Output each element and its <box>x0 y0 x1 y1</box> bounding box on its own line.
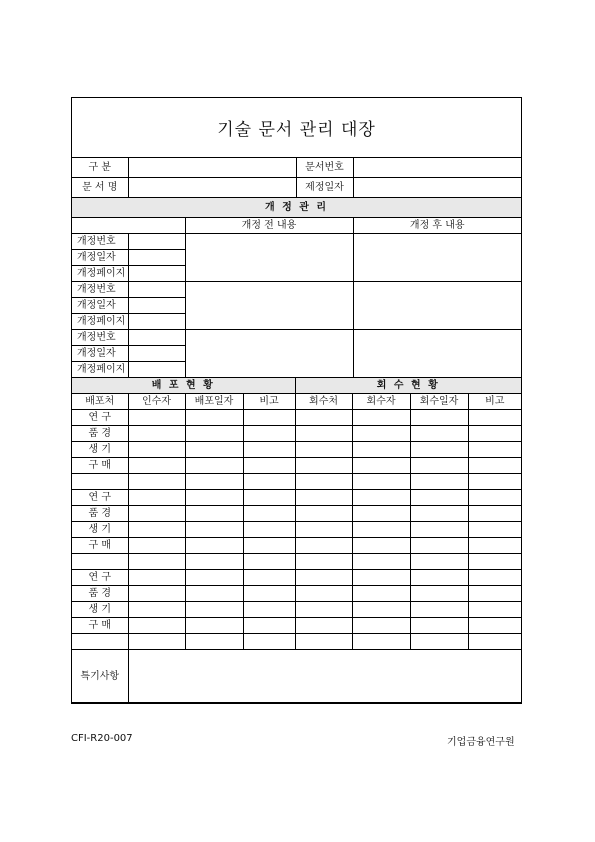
table-cell[interactable] <box>295 506 352 522</box>
col-header-collector: 회수자 <box>352 394 410 410</box>
revision-page-label: 개정페이지 <box>72 314 128 330</box>
table-cell[interactable] <box>352 426 410 442</box>
col-header-distribution-date: 배포일자 <box>185 394 243 410</box>
dept-label: 구 매 <box>72 458 128 474</box>
distribution-rows <box>72 410 521 650</box>
table-cell[interactable] <box>243 442 295 458</box>
table-cell[interactable] <box>185 570 243 586</box>
dept-label: 품 경 <box>72 506 128 522</box>
table-cell[interactable] <box>185 634 243 650</box>
revision-page-field[interactable] <box>128 314 185 330</box>
table-cell[interactable] <box>243 410 295 426</box>
table-cell[interactable] <box>295 602 352 618</box>
remarks-label: 특기사항 <box>72 650 128 703</box>
doc-number-label: 문서번호 <box>296 158 353 178</box>
table-cell[interactable] <box>295 618 352 634</box>
table-row <box>72 426 521 442</box>
table-row <box>72 474 521 490</box>
table-cell[interactable] <box>410 570 468 586</box>
table-cell[interactable] <box>352 634 410 650</box>
distribution-section-title: 배 포 현 황 <box>72 378 295 394</box>
table-cell[interactable] <box>243 538 295 554</box>
table-cell[interactable] <box>295 586 352 602</box>
table-cell[interactable] <box>128 490 185 506</box>
revision-number-label: 개정번호 <box>72 234 128 250</box>
table-cell[interactable] <box>295 490 352 506</box>
col-header-collection-note: 비고 <box>468 394 521 410</box>
revision-date-field[interactable] <box>128 250 185 266</box>
table-cell[interactable] <box>410 602 468 618</box>
dept-label: 구 매 <box>72 618 128 634</box>
revision-number-field[interactable] <box>128 282 185 298</box>
dept-label: 연 구 <box>72 490 128 506</box>
revision-page-field[interactable] <box>128 362 185 378</box>
col-header-receiver: 인수자 <box>128 394 185 410</box>
table-cell[interactable] <box>410 586 468 602</box>
remarks-field[interactable] <box>128 650 521 703</box>
revision-table <box>72 198 521 378</box>
before-content-field[interactable] <box>185 330 353 378</box>
table-cell[interactable] <box>468 586 521 602</box>
table-row <box>72 506 521 522</box>
table-cell[interactable] <box>295 458 352 474</box>
revision-date-label: 개정일자 <box>72 250 128 266</box>
table-cell[interactable] <box>468 474 521 490</box>
table-cell[interactable] <box>295 474 352 490</box>
table-row <box>72 458 521 474</box>
after-content-field[interactable] <box>353 330 521 378</box>
table-cell[interactable] <box>410 634 468 650</box>
table-cell[interactable] <box>128 426 185 442</box>
table-row <box>72 442 521 458</box>
table-cell[interactable] <box>185 458 243 474</box>
table-cell[interactable] <box>352 618 410 634</box>
table-row <box>72 602 521 618</box>
revision-page-label: 개정페이지 <box>72 362 128 378</box>
table-cell[interactable] <box>410 442 468 458</box>
table-cell[interactable] <box>185 506 243 522</box>
dept-label: 품 경 <box>72 586 128 602</box>
table-row <box>72 618 521 634</box>
dept-label: 품 경 <box>72 426 128 442</box>
table-cell[interactable] <box>243 554 295 570</box>
table-cell[interactable] <box>243 634 295 650</box>
table-cell[interactable] <box>352 538 410 554</box>
dept-label: 연 구 <box>72 410 128 426</box>
dept-label <box>72 554 128 570</box>
form-code: CFI-R20-007 <box>71 733 133 744</box>
revision-number-field[interactable] <box>128 234 185 250</box>
dept-label: 연 구 <box>72 570 128 586</box>
created-date-field[interactable] <box>353 178 521 198</box>
table-cell[interactable] <box>352 410 410 426</box>
table-cell[interactable] <box>468 490 521 506</box>
table-cell[interactable] <box>352 458 410 474</box>
table-cell[interactable] <box>410 554 468 570</box>
revision-date-label: 개정일자 <box>72 298 128 314</box>
table-cell[interactable] <box>468 410 521 426</box>
table-cell[interactable] <box>352 602 410 618</box>
table-cell[interactable] <box>352 442 410 458</box>
col-header-distribution-note: 비고 <box>243 394 295 410</box>
revision-number-label: 개정번호 <box>72 282 128 298</box>
col-header-collector-dept: 회수처 <box>295 394 352 410</box>
revision-page-field[interactable] <box>128 266 185 282</box>
table-row <box>72 634 521 650</box>
table-cell[interactable] <box>295 554 352 570</box>
table-cell[interactable] <box>128 442 185 458</box>
table-cell[interactable] <box>468 442 521 458</box>
table-cell[interactable] <box>128 570 185 586</box>
table-cell[interactable] <box>128 522 185 538</box>
table-cell[interactable] <box>185 474 243 490</box>
table-cell[interactable] <box>128 506 185 522</box>
dept-label: 생 기 <box>72 522 128 538</box>
table-cell[interactable] <box>410 458 468 474</box>
table-cell[interactable] <box>128 554 185 570</box>
distribution-table <box>72 378 521 650</box>
after-content-field[interactable] <box>353 282 521 330</box>
table-cell[interactable] <box>468 538 521 554</box>
table-cell[interactable] <box>352 570 410 586</box>
table-cell[interactable] <box>468 554 521 570</box>
table-cell[interactable] <box>410 618 468 634</box>
doc-name-field[interactable] <box>128 178 296 198</box>
dept-label: 생 기 <box>72 442 128 458</box>
table-cell[interactable] <box>352 586 410 602</box>
before-content-label: 개정 전 내용 <box>185 218 353 234</box>
doc-number-field[interactable] <box>353 158 521 178</box>
table-cell[interactable] <box>185 618 243 634</box>
table-cell[interactable] <box>128 634 185 650</box>
remarks-table <box>72 650 521 703</box>
table-row <box>72 570 521 586</box>
table-cell[interactable] <box>295 634 352 650</box>
table-row <box>72 410 521 426</box>
table-cell[interactable] <box>243 602 295 618</box>
table-cell[interactable] <box>295 522 352 538</box>
table-cell[interactable] <box>352 522 410 538</box>
collection-section-title: 회 수 현 황 <box>295 378 521 394</box>
table-cell[interactable] <box>410 490 468 506</box>
table-cell[interactable] <box>128 474 185 490</box>
revision-section-title: 개 정 관 리 <box>72 198 521 218</box>
table-cell[interactable] <box>128 538 185 554</box>
created-date-label: 제정일자 <box>296 178 353 198</box>
title-block <box>72 98 521 158</box>
before-content-field[interactable] <box>185 282 353 330</box>
col-header-distributor: 배포처 <box>72 394 128 410</box>
table-cell[interactable] <box>352 506 410 522</box>
org-name: 기업금융연구원 <box>447 737 515 748</box>
revision-number-label: 개정번호 <box>72 330 128 346</box>
revision-number-field[interactable] <box>128 330 185 346</box>
table-cell[interactable] <box>295 410 352 426</box>
after-content-field[interactable] <box>353 234 521 282</box>
table-cell[interactable] <box>468 570 521 586</box>
table-row <box>72 538 521 554</box>
table-cell[interactable] <box>243 474 295 490</box>
revision-page-label: 개정페이지 <box>72 266 128 282</box>
table-cell[interactable] <box>243 618 295 634</box>
table-cell[interactable] <box>128 602 185 618</box>
table-cell[interactable] <box>352 554 410 570</box>
table-cell[interactable] <box>185 490 243 506</box>
table-cell[interactable] <box>468 426 521 442</box>
table-row <box>72 490 521 506</box>
table-row <box>72 522 521 538</box>
table-row <box>72 554 521 570</box>
category-field[interactable] <box>128 158 296 178</box>
info-table <box>72 158 521 198</box>
table-cell[interactable] <box>185 522 243 538</box>
revision-date-label: 개정일자 <box>72 346 128 362</box>
dept-label: 생 기 <box>72 602 128 618</box>
table-cell[interactable] <box>468 522 521 538</box>
table-cell[interactable] <box>243 458 295 474</box>
table-cell[interactable] <box>468 458 521 474</box>
table-cell[interactable] <box>410 538 468 554</box>
document-sheet <box>71 97 522 704</box>
table-cell[interactable] <box>185 410 243 426</box>
table-cell[interactable] <box>128 618 185 634</box>
table-cell[interactable] <box>185 586 243 602</box>
table-cell[interactable] <box>410 506 468 522</box>
table-cell[interactable] <box>243 586 295 602</box>
table-cell[interactable] <box>185 602 243 618</box>
doc-name-label: 문 서 명 <box>72 178 128 198</box>
before-content-field[interactable] <box>185 234 353 282</box>
after-content-label: 개정 후 내용 <box>353 218 521 234</box>
table-cell[interactable] <box>243 426 295 442</box>
table-row <box>72 586 521 602</box>
table-cell[interactable] <box>243 506 295 522</box>
dept-label <box>72 634 128 650</box>
table-cell[interactable] <box>185 538 243 554</box>
col-header-collection-date: 회수일자 <box>410 394 468 410</box>
table-cell[interactable] <box>243 490 295 506</box>
table-cell[interactable] <box>295 570 352 586</box>
document-title: 기술 문서 관리 대장 <box>217 120 376 140</box>
table-cell[interactable] <box>185 426 243 442</box>
table-cell[interactable] <box>128 410 185 426</box>
table-cell[interactable] <box>243 522 295 538</box>
table-cell[interactable] <box>295 426 352 442</box>
table-cell[interactable] <box>185 554 243 570</box>
table-cell[interactable] <box>243 570 295 586</box>
dept-label: 구 매 <box>72 538 128 554</box>
table-cell[interactable] <box>468 634 521 650</box>
table-cell[interactable] <box>352 490 410 506</box>
table-cell[interactable] <box>410 474 468 490</box>
dept-label <box>72 474 128 490</box>
table-cell[interactable] <box>185 442 243 458</box>
table-cell[interactable] <box>128 458 185 474</box>
table-cell[interactable] <box>295 538 352 554</box>
revision-header-blank <box>72 218 185 234</box>
table-cell[interactable] <box>468 506 521 522</box>
table-cell[interactable] <box>410 522 468 538</box>
table-cell[interactable] <box>468 602 521 618</box>
table-cell[interactable] <box>295 442 352 458</box>
category-label: 구 분 <box>72 158 128 178</box>
table-cell[interactable] <box>352 474 410 490</box>
table-cell[interactable] <box>410 426 468 442</box>
revision-date-field[interactable] <box>128 298 185 314</box>
table-cell[interactable] <box>128 586 185 602</box>
table-cell[interactable] <box>410 410 468 426</box>
revision-date-field[interactable] <box>128 346 185 362</box>
table-cell[interactable] <box>468 618 521 634</box>
